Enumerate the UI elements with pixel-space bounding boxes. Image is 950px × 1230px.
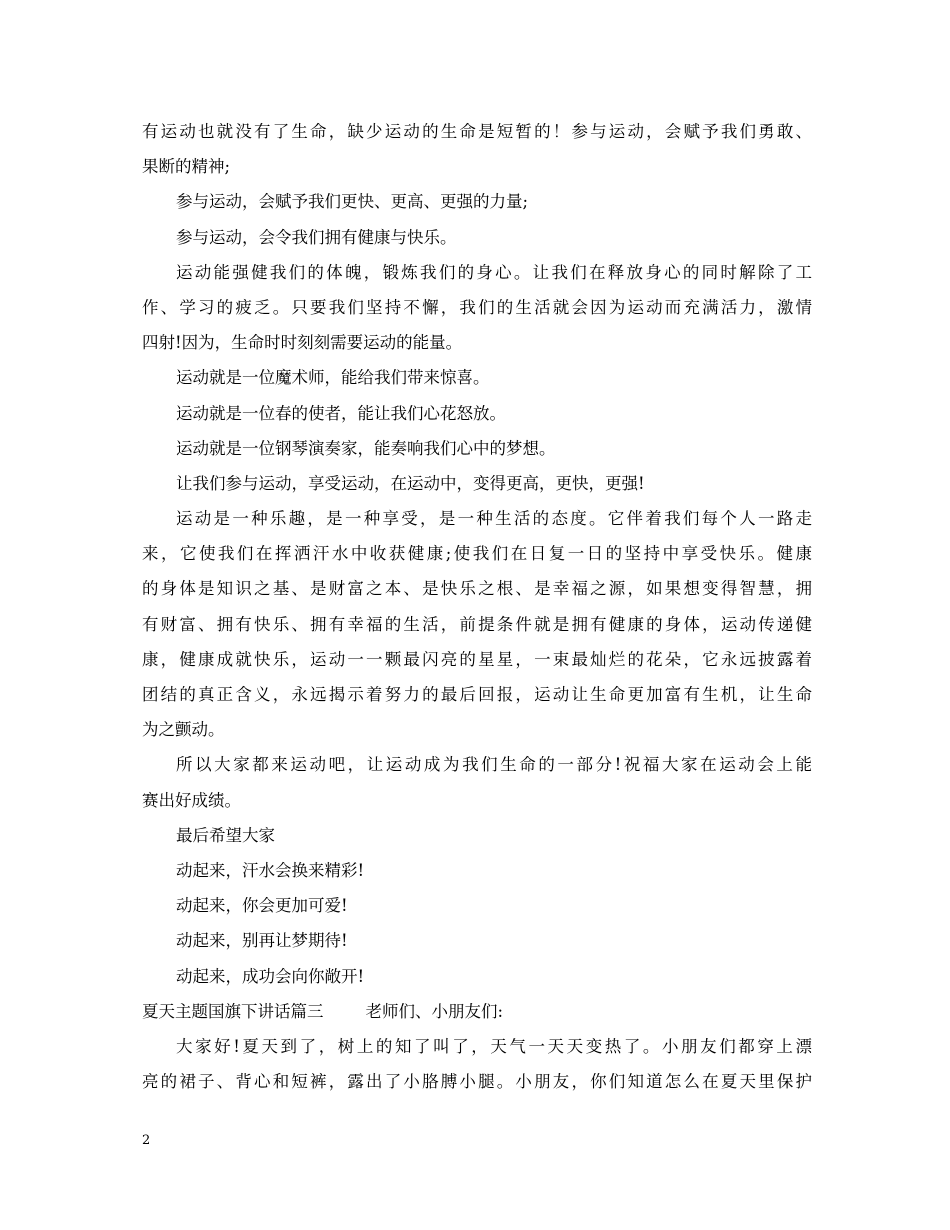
text-line: 最后希望大家 bbox=[176, 825, 275, 845]
paragraph-lines bbox=[142, 114, 812, 994]
text-line: 有运动也就没有了生命，缺少运动的生命是短暂的！参与运动，会赋予我们勇敢、 bbox=[142, 122, 812, 141]
text-line: 动起来，汗水会换来精彩! bbox=[176, 860, 365, 880]
text-line: 的身体是知识之基、是财富之本、是快乐之根、是幸福之源，如果想变得智慧，拥 bbox=[142, 579, 812, 599]
section-heading-line bbox=[142, 994, 812, 1029]
text-line: 为之颤动。 bbox=[142, 720, 225, 740]
heading-spacer bbox=[324, 994, 366, 1029]
text-line: 参与运动，会令我们拥有健康与快乐。 bbox=[176, 227, 457, 247]
text-line: 运动就是一位春的使者，能让我们心花怒放。 bbox=[176, 403, 506, 423]
text-line: 动起来，成功会向你敞开! bbox=[176, 966, 365, 986]
document-body bbox=[142, 114, 812, 1099]
text-line: 参与运动，会赋予我们更快、更高、更强的力量; bbox=[176, 192, 529, 212]
text-line: 赛出好成绩。 bbox=[142, 790, 241, 810]
text-line: 动起来，别再让梦期待! bbox=[176, 931, 348, 951]
text-line: 四射!因为，生命时时刻刻需要运动的能量。 bbox=[142, 333, 463, 353]
section-title: 夏天主题国旗下讲话篇三 bbox=[142, 1001, 324, 1021]
text-line: 有财富、拥有快乐、拥有幸福的生活，前提条件就是拥有健康的身体，运动传递健 bbox=[142, 614, 812, 634]
text-line: 来，它使我们在挥洒汗水中收获健康;使我们在日复一日的坚持中享受快乐。健康 bbox=[142, 544, 812, 564]
text-line: 所以大家都来运动吧，让运动成为我们生命的一部分!祝福大家在运动会上能 bbox=[176, 755, 812, 775]
text-line: 大家好!夏天到了，树上的知了叫了，天气一天天变热了。小朋友们都穿上漂 bbox=[176, 1036, 812, 1056]
section-greeting: 老师们、小朋友们: bbox=[365, 1001, 504, 1021]
text-line: 动起来，你会更加可爱! bbox=[176, 896, 348, 916]
closing-paragraph-lines bbox=[142, 1029, 812, 1099]
text-line: 运动就是一位钢琴演奏家，能奏响我们心中的梦想。 bbox=[176, 438, 556, 458]
text-line: 作、学习的疲乏。只要我们坚持不懈，我们的生活就会因为运动而充满活力，激情 bbox=[142, 297, 812, 317]
text-line: 康，健康成就快乐，运动一一颗最闪亮的星星，一束最灿烂的花朵，它永远披露着 bbox=[142, 649, 812, 669]
page-number: 2 bbox=[142, 1133, 151, 1148]
text-line: 果断的精神; bbox=[142, 157, 231, 177]
text-line: 运动能强健我们的体魄，锻炼我们的身心。让我们在释放身心的同时解除了工 bbox=[176, 262, 812, 282]
text-line: 让我们参与运动，享受运动，在运动中，变得更高，更快，更强! bbox=[176, 473, 645, 493]
text-line: 运动就是一位魔术师，能给我们带来惊喜。 bbox=[176, 368, 490, 388]
text-line: 团结的真正含义，永远揭示着努力的最后回报，运动让生命更加富有生机，让生命 bbox=[142, 685, 812, 704]
text-line: 亮的裙子、背心和短裤，露出了小胳膊小腿。小朋友，你们知道怎么在夏天里保护 bbox=[142, 1072, 812, 1092]
text-line: 运动是一种乐趣，是一种享受，是一种生活的态度。它伴着我们每个人一路走 bbox=[176, 509, 812, 529]
